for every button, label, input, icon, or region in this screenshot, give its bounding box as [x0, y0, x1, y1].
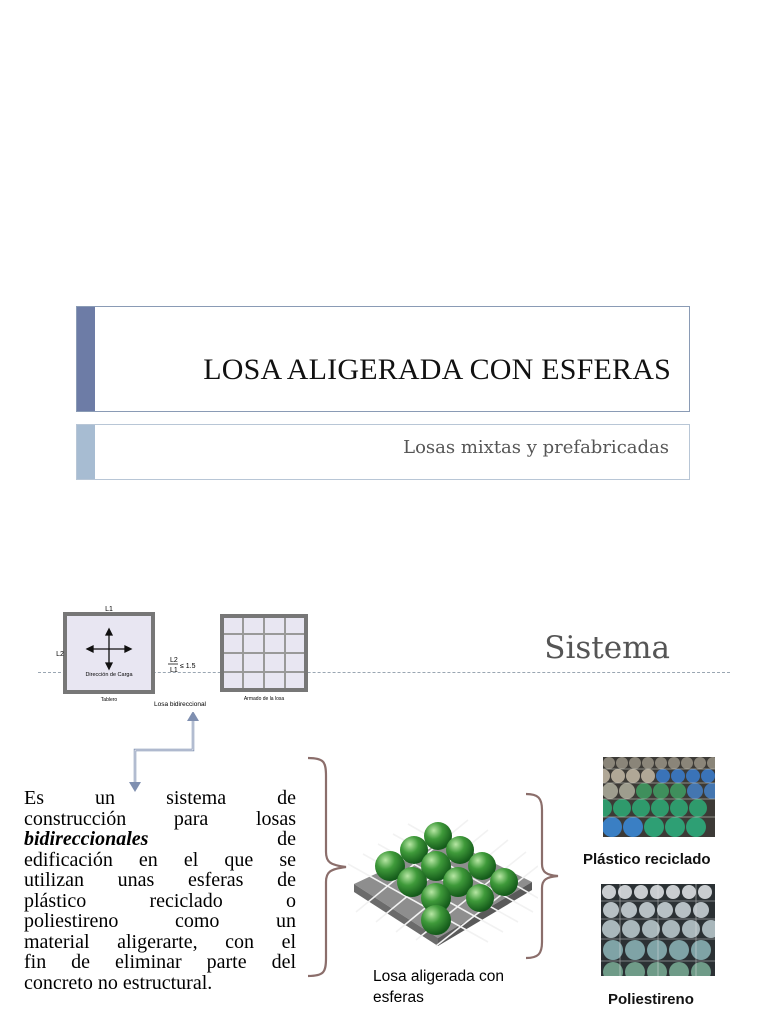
subtitle-accent-bar — [77, 425, 95, 479]
slide-subtitle: Losas mixtas y prefabricadas — [403, 437, 669, 458]
ratio-numerator: L2 — [170, 657, 178, 664]
emphasis-suffix: de — [277, 828, 296, 850]
description-paragraph — [24, 788, 296, 993]
slide-title: LOSA ALIGERADA CON ESFERAS — [203, 353, 671, 386]
recycled-plastic-spheres-photo — [603, 757, 715, 837]
title-box — [76, 306, 690, 412]
ratio-value: ≤ 1.5 — [180, 663, 196, 670]
paragraph-line: Es un sistema de — [24, 787, 296, 809]
paragraph-line: edificación en el que se — [24, 848, 296, 871]
tablero-label: Tablero — [100, 697, 118, 703]
slab-caption: Losa bidireccional — [153, 701, 207, 708]
paragraph-line: construcción para losas — [24, 807, 296, 830]
paragraph-line: poliestireno como un — [24, 910, 296, 932]
emphasis-term: bidireccionales — [24, 828, 149, 850]
dim-l1-label: L1 — [105, 606, 113, 613]
paragraph-line: material aligerarte, con el — [24, 930, 296, 953]
connector-arrow — [126, 712, 206, 792]
voided-slab-illustration — [348, 812, 538, 952]
dim-l2-label: L2 — [56, 651, 64, 658]
ratio-denominator: L1 — [170, 667, 178, 674]
option-recycled-plastic-label: Plástico reciclado — [583, 851, 711, 868]
paragraph-line: concreto no estructural. — [24, 971, 213, 994]
bidirectional-slab-diagram — [50, 602, 320, 712]
title-accent-bar — [77, 307, 95, 411]
option-polystyrene-label: Poliestireno — [608, 991, 694, 1008]
paragraph-line: plástico reciclado o — [24, 889, 296, 912]
direction-label: Dirección de Carga — [85, 672, 133, 678]
paragraph-line: utilizan unas esferas de — [24, 869, 296, 891]
brace-right-icon — [522, 792, 562, 962]
section-heading: Sistema — [544, 630, 670, 666]
slab-label: Losa aligerada con esferas — [373, 968, 504, 1006]
polystyrene-spheres-photo — [601, 884, 715, 976]
paragraph-line: fin de eliminar parte del — [24, 951, 296, 973]
paragraph-line-emphasis — [24, 829, 296, 850]
subtitle-box — [76, 424, 690, 480]
armado-caption: Armado de la losa — [243, 696, 285, 702]
